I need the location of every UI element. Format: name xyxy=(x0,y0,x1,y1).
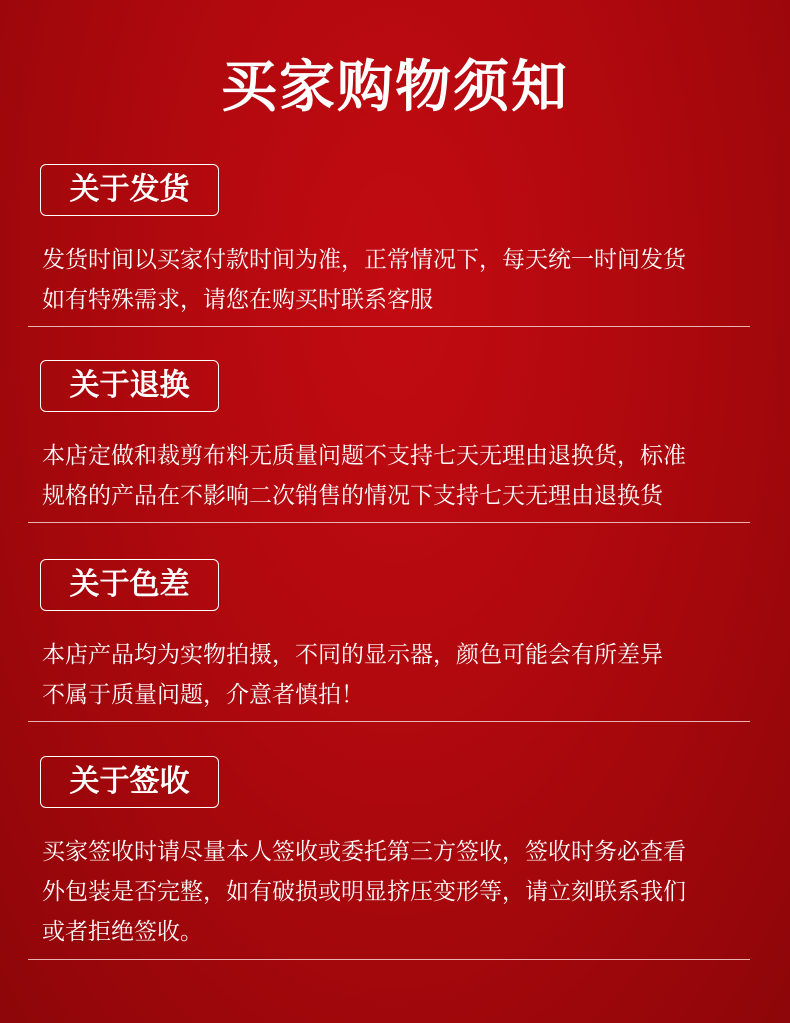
text-line: 发货时间以买家付款时间为准，正常情况下，每天统一时间发货 xyxy=(42,247,686,273)
divider xyxy=(28,721,750,722)
text-line: 本店产品均为实物拍摄，不同的显示器，颜色可能会有所差异 xyxy=(42,642,663,668)
page-title: 买家购物须知 xyxy=(221,55,569,120)
divider xyxy=(28,326,750,327)
section-heading: 关于发货 xyxy=(40,164,219,216)
text-line: 不属于质量问题，介意者慎拍！ xyxy=(42,682,364,708)
text-line: 本店定做和裁剪布料无质量问题不支持七天无理由退换货，标准 xyxy=(42,443,686,469)
section-text xyxy=(42,436,752,516)
section-heading: 关于签收 xyxy=(40,756,219,808)
section-text xyxy=(42,832,752,952)
section-heading: 关于退换 xyxy=(40,360,219,412)
divider xyxy=(28,959,750,960)
text-line: 规格的产品在不影响二次销售的情况下支持七天无理由退换货 xyxy=(42,483,663,509)
text-line: 买家签收时请尽量本人签收或委托第三方签收，签收时务必查看 xyxy=(42,839,686,865)
text-line: 如有特殊需求，请您在购买时联系客服 xyxy=(42,287,433,313)
section-text xyxy=(42,635,752,715)
section-heading: 关于色差 xyxy=(40,559,219,611)
section-text xyxy=(42,240,752,320)
divider xyxy=(28,522,750,523)
text-line: 外包装是否完整，如有破损或明显挤压变形等，请立刻联系我们 xyxy=(42,879,686,905)
text-line: 或者拒绝签收。 xyxy=(42,919,203,945)
